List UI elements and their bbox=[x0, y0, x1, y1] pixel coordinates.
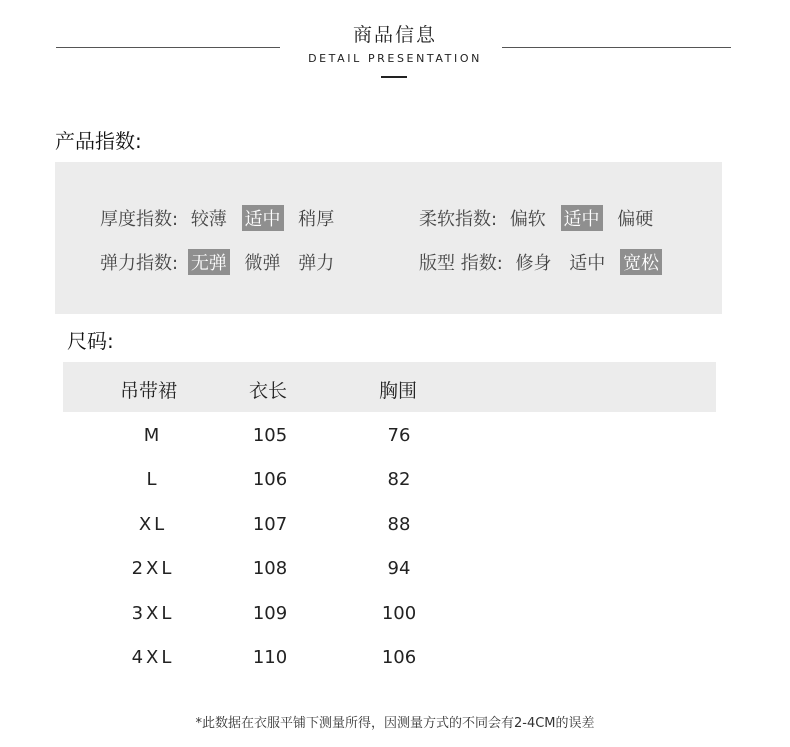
size-table-header-length: 衣长 bbox=[249, 380, 288, 402]
title-underline bbox=[381, 76, 407, 78]
index-option: 弹力 bbox=[298, 253, 335, 274]
bust-cell: 88 bbox=[387, 514, 411, 535]
index-option: 适中 bbox=[569, 253, 606, 274]
index-option-selected: 宽松 bbox=[620, 249, 662, 275]
index-option: 较薄 bbox=[190, 209, 227, 230]
section-subtitle: DETAIL PRESENTATION bbox=[308, 52, 482, 65]
bust-cell: 76 bbox=[387, 425, 411, 446]
size-table-header-style: 吊带裙 bbox=[120, 380, 178, 402]
size-table-header-bust: 胸围 bbox=[379, 380, 418, 402]
bust-cell: 106 bbox=[381, 647, 417, 668]
index-row-softness bbox=[419, 205, 662, 231]
index-option-selected: 适中 bbox=[242, 205, 284, 231]
product-index-panel bbox=[55, 162, 722, 314]
bust-cell: 94 bbox=[387, 558, 411, 579]
index-row-thickness bbox=[100, 205, 343, 231]
size-cell: L bbox=[146, 469, 160, 490]
index-name: 厚度指数: bbox=[100, 209, 179, 230]
index-option: 修身 bbox=[515, 253, 552, 274]
header-line-left bbox=[56, 47, 280, 48]
index-name: 柔软指数: bbox=[419, 209, 498, 230]
length-cell: 107 bbox=[252, 514, 288, 535]
index-name: 弹力指数: bbox=[100, 253, 179, 274]
index-option: 稍厚 bbox=[298, 209, 335, 230]
index-option: 偏软 bbox=[509, 209, 546, 230]
bust-cell: 100 bbox=[381, 603, 417, 624]
length-cell: 110 bbox=[252, 647, 288, 668]
measurement-note: *此数据在衣服平铺下测量所得，因测量方式的不同会有2-4CM的误差 bbox=[195, 716, 595, 731]
index-row-fit bbox=[419, 249, 668, 275]
index-row-elasticity bbox=[100, 249, 343, 275]
index-name: 版型 指数: bbox=[419, 253, 503, 274]
size-cell: 2XL bbox=[131, 558, 175, 579]
index-option-selected: 无弹 bbox=[188, 249, 230, 275]
product-index-label: 产品指数: bbox=[55, 129, 142, 153]
size-cell: XL bbox=[138, 514, 168, 535]
index-option: 偏硬 bbox=[617, 209, 654, 230]
section-title: 商品信息 bbox=[352, 24, 437, 46]
size-cell: 3XL bbox=[131, 603, 175, 624]
length-cell: 106 bbox=[252, 469, 288, 490]
size-cell: 4XL bbox=[131, 647, 175, 668]
bust-cell: 82 bbox=[387, 469, 411, 490]
length-cell: 109 bbox=[252, 603, 288, 624]
size-cell: M bbox=[143, 425, 163, 446]
length-cell: 105 bbox=[252, 425, 288, 446]
index-option-selected: 适中 bbox=[561, 205, 603, 231]
length-cell: 108 bbox=[252, 558, 288, 579]
size-label: 尺码: bbox=[67, 329, 114, 353]
index-option: 微弹 bbox=[244, 253, 281, 274]
header-line-right bbox=[502, 47, 731, 48]
